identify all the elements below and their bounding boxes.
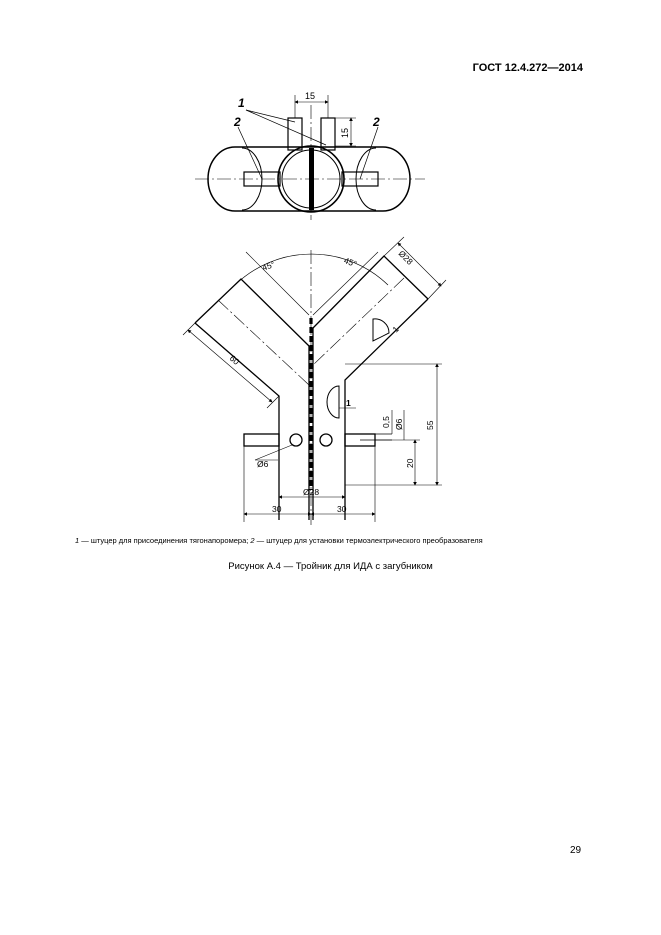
mouthpiece-right: [373, 319, 389, 341]
legend-item-2-number: 2: [250, 536, 255, 545]
legend-item-1-number: 1: [75, 536, 80, 545]
dim-arm-length: 60: [227, 353, 242, 367]
figure-caption: Рисунок А.4 — Тройник для ИДА с загубником: [228, 561, 433, 572]
callout-2-right: 2: [373, 115, 380, 129]
top-view: [195, 95, 425, 220]
dim-angle-right: 45°: [342, 255, 359, 270]
legend-item-1-text: — штуцер для присоединения тягонапоромера;: [79, 536, 251, 545]
top-nozzle-left: [288, 118, 302, 150]
dim-angle-left: 45°: [260, 258, 277, 273]
left-arm: [195, 279, 309, 520]
dim-half-left: 30: [272, 504, 282, 514]
dim-seam: 1: [346, 398, 351, 408]
dim-left-nozzle-diameter: Ø6: [257, 459, 269, 469]
figure-legend: [75, 536, 483, 545]
dim-top-height: 15: [340, 127, 350, 138]
right-arm: [313, 256, 428, 520]
front-view: [195, 250, 428, 525]
dim-bend-arm: 1: [390, 323, 401, 335]
front-left-nozzle: [244, 434, 279, 446]
dim-offset: 0,5: [381, 416, 391, 428]
document-header: ГОСТ 12.4.272—2014: [472, 62, 583, 74]
dim-arm-diameter: Ø28: [396, 248, 416, 267]
dim-nozzle-diameter: Ø6: [394, 418, 404, 430]
callout-1: 1: [238, 96, 245, 110]
page-number: 29: [570, 845, 582, 856]
callout-2-left: 2: [234, 115, 241, 129]
dim-height: 55: [425, 420, 435, 430]
dim-top-width: 15: [305, 91, 316, 101]
dim-half-right: 30: [337, 504, 347, 514]
top-nozzle-right: [321, 118, 335, 150]
dim-pipe-diameter: Ø28: [303, 487, 320, 497]
legend-item-2-text: — штуцер для установки термоэлектрического преобразователя: [254, 536, 483, 545]
dim-nozzle-height: 20: [405, 458, 415, 468]
